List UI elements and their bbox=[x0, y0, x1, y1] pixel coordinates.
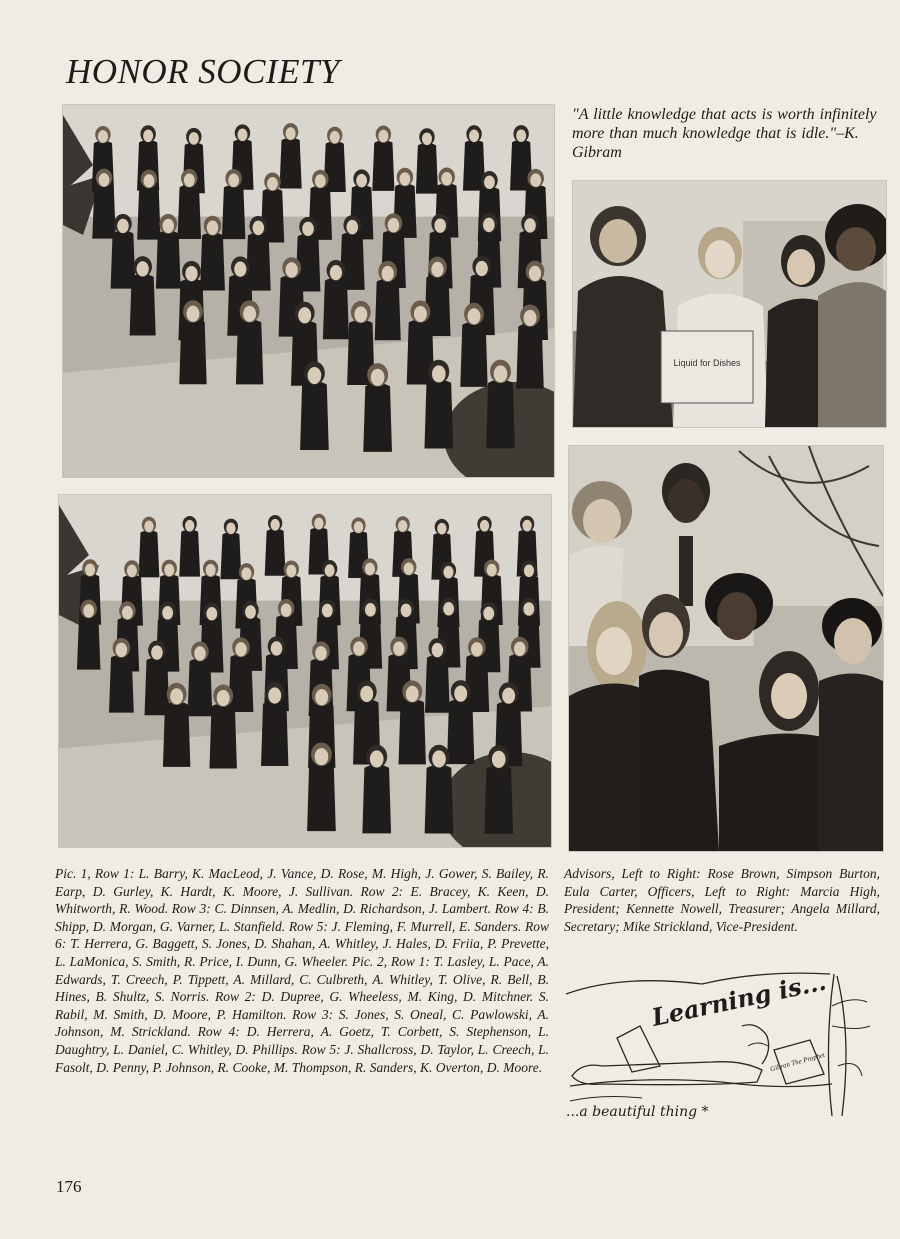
gibran-quote: "A little knowledge that acts is worth infinitely more than much knowledge that is idle."–K. Gibram bbox=[572, 106, 877, 161]
group-photo-1 bbox=[62, 104, 555, 478]
members-caption: Pic. 1, Row 1: L. Barry, K. MacLeod, J. Vance, D. Rose, M. High, J. Gower, S. Bailey, R. Earp, D. Gurley, K. Hardt, K. Moore, J. Sullivan. Row 2: E. Bracey, K. Keen, D. Whitworth, R. Wood. Row 3: C. Dinnsen, A. Medlin, D. Richardson, J. Lambert. Row 4: B. Shipp, D. Morgan, G. Varner, L. Stanfield. Row 5: J. Fleming, F. Murrell, E. Sanders. Row 6: T. Herrera, G. Baggett, S. Jones, D. Shahan, A. Whitley, J. Hales, D. Friia, P. Prevette, L. LaMonica, S. Smith, R. Price, I. Dunn, G. Wheeler. Pic. 2, Row 1: T. Lasley, L. Pace, A. Edwards, T. Creech, P. Tippett, A. Millard, C. Culbreth, A. Whitley, T. Olive, R. Bell, B. Hines, B. Shultz, S. Norris. Row 2: D. Dupree, G. Wheeless, M. King, D. Mitchner. S. Rabil, M. Smith, D. Moore, P. Hamilton. Row 3: S. Jones, S. Oneal, C. Pawlowski, A. Johnson, M. Strickland. Row 4: D. Herrera, A. Goetz, T. Corbett, S. Stephenson, L. Daughtry, L. Daniel, C. Whitley, D. Phillips. Row 5: J. Shallcross, D. Taylor, L. Creech, L. Fasolt, D. Penny, P. Johnson, R. Cooke, M. Thompson, R. Sanders, K. Overton, D. Moore. bbox=[55, 866, 549, 1075]
donation-photo-image bbox=[573, 181, 886, 427]
book-title: Gibran The Prophet bbox=[769, 1050, 826, 1074]
donation-photo bbox=[572, 180, 887, 428]
group-photo-2 bbox=[58, 494, 552, 848]
group-photo-1-image bbox=[63, 105, 554, 477]
box-label: Liquid for Dishes bbox=[673, 358, 741, 368]
officers-photo-image bbox=[569, 446, 883, 851]
sketch-tagline: ...a beautiful thing * bbox=[566, 1104, 709, 1120]
officers-caption: Advisors, Left to Right: Rose Brown, Simpson Burton, Eula Carter, Officers, Left to Right: Marcia High, President; Kennette Nowell, Treasurer; Angela Millard, Secretary; Mike Strickland, Vice-President. bbox=[564, 866, 880, 934]
page-number: 176 bbox=[56, 1177, 82, 1196]
officers-photo bbox=[568, 445, 884, 852]
sketch-headline: Learning is... bbox=[649, 966, 829, 1032]
learning-sketch-image bbox=[562, 966, 876, 1134]
page-title: HONOR SOCIETY bbox=[66, 52, 340, 91]
learning-sketch bbox=[562, 966, 876, 1134]
group-photo-2-image bbox=[59, 495, 551, 847]
